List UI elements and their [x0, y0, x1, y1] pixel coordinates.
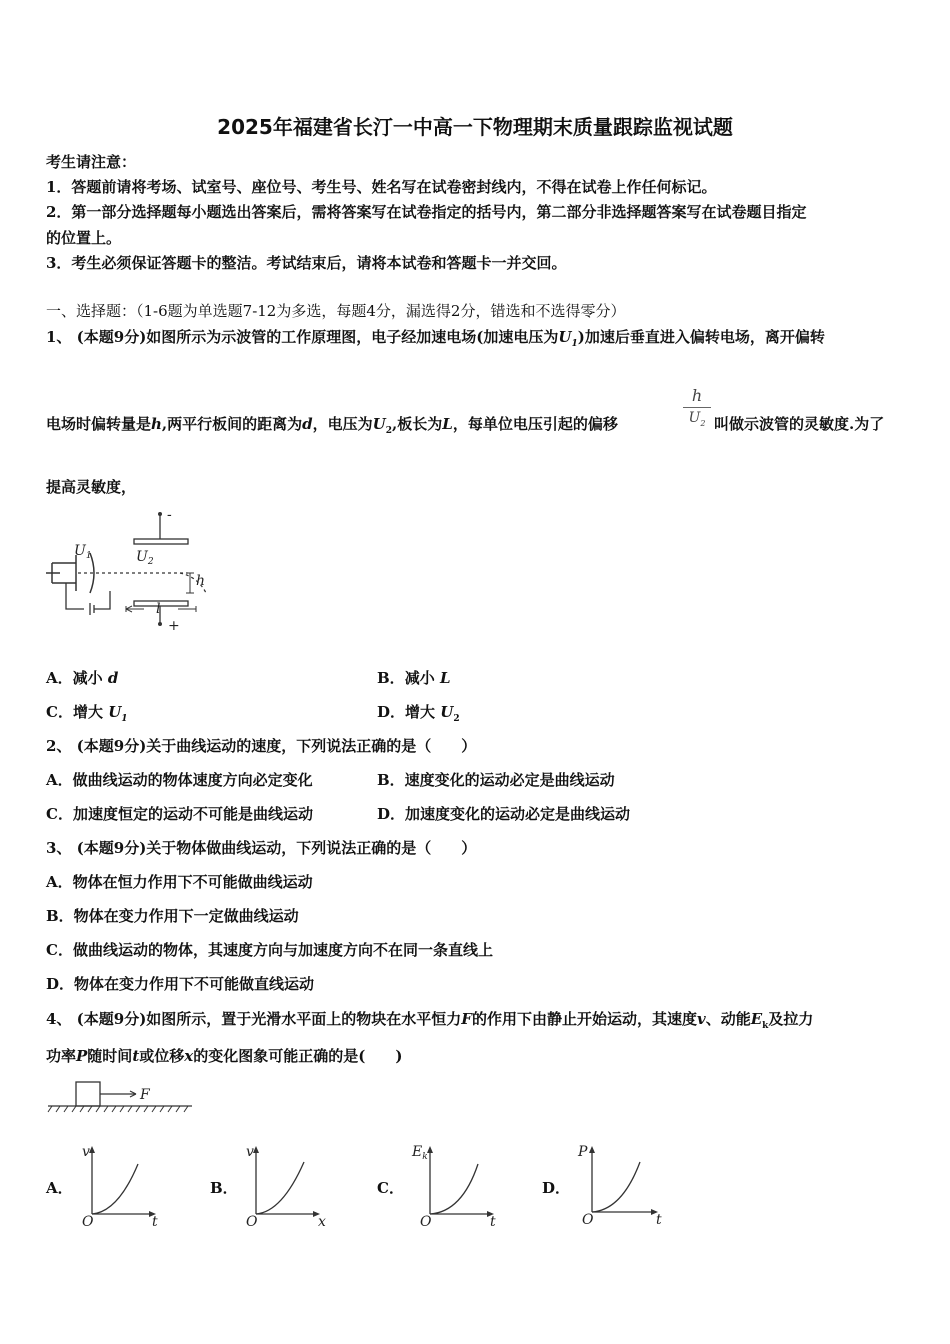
q2-option-b[interactable]: B．速度变化的运动必定是曲线运动 [377, 771, 615, 789]
q4-stem-line2: 功率P随时间t或位移x的变化图象可能正确的是( ) [46, 1047, 403, 1065]
q3-stem: 3、 (本题9分)关于物体做曲线运动，下列说法正确的是（ ） [46, 839, 477, 857]
q3-option-d[interactable]: D．物体在变力作用下不可能做直线运动 [46, 975, 315, 993]
graph-c-x-label: t [490, 1214, 496, 1230]
graph-d-origin: O [582, 1212, 594, 1228]
graph-b-x-label: x [318, 1214, 326, 1230]
graph-a-origin: O [82, 1214, 94, 1230]
q1-option-a[interactable]: A．减小 d [46, 669, 119, 687]
notice-item: 3．考生必须保证答题卡的整洁。考试结束后，请将本试卷和答题卡一并交回。 [46, 254, 567, 272]
label-minus: - [167, 507, 172, 523]
q2-option-a[interactable]: A．做曲线运动的物体速度方向必定变化 [46, 771, 313, 789]
q1-option-d[interactable]: D．增大 $U_2$ [377, 703, 460, 724]
label-h: h [196, 573, 206, 589]
q1-option-b[interactable]: B．减小 L [377, 669, 451, 687]
q4-graph-b[interactable] [242, 1140, 332, 1230]
notice-item: 的位置上。 [46, 229, 122, 247]
section-heading: 一、选择题：（1-6题为单选题7-12为多选，每题4分，漏选得2分，错选和不选得零分） [46, 302, 626, 320]
q4-stem-line1: 4、 (本题9分)如图所示，置于光滑水平面上的物块在水平恒力F的作用下由静止开始运动，其速度v、动能$E_k$及拉力 [46, 1010, 814, 1031]
graph-d-x-label: t [656, 1212, 662, 1228]
oscilloscope-diagram [40, 505, 230, 635]
graph-b-y-label: v [246, 1144, 254, 1160]
label-plus: + [168, 618, 180, 634]
q2-stem: 2、 (本题9分)关于曲线运动的速度，下列说法正确的是（ ） [46, 737, 477, 755]
block-force-diagram [46, 1078, 196, 1118]
graph-d-y-label: P [578, 1144, 588, 1160]
notice-heading: 考生请注意： [46, 153, 137, 171]
q4-graph-c[interactable] [410, 1140, 500, 1230]
q4-graph-a[interactable] [78, 1140, 168, 1230]
page-title: 2025年福建省长汀一中高一下物理期末质量跟踪监视试题 [217, 115, 733, 139]
notice-item: 2．第一部分选择题每小题选出答案后，需将答案写在试卷指定的括号内，第二部分非选择题答案写在试卷题目指定 [46, 203, 807, 221]
label-l: l [156, 601, 161, 617]
force-label: F [140, 1087, 150, 1103]
label-U1: $U_1$ [74, 543, 92, 561]
graph-c-y-label: $E_k$ [412, 1144, 428, 1162]
q1-stem-line2-end: 叫做示波管的灵敏度.为了 [714, 415, 885, 433]
graph-c-origin: O [420, 1214, 432, 1230]
q3-option-a[interactable]: A．物体在恒力作用下不可能做曲线运动 [46, 873, 313, 891]
q4-option-d-label[interactable]: D． [542, 1179, 571, 1197]
label-U2: $U_2$ [136, 549, 154, 567]
q4-option-b-label[interactable]: B． [210, 1179, 238, 1197]
q1-option-c[interactable]: C．增大 $U_1$ [46, 703, 128, 724]
q4-option-c-label[interactable]: C． [377, 1179, 404, 1197]
notice-item: 1．答题前请将考场、试室号、座位号、考生号、姓名写在试卷密封线内，不得在试卷上作任何标记。 [46, 178, 717, 196]
graph-a-x-label: t [152, 1214, 158, 1230]
q1-stem-line1: 1、 (本题9分)如图所示为示波管的工作原理图，电子经加速电场(加速电压为$U_1$)加速后垂直进入偏转电场，离开偏转 [46, 328, 825, 349]
sensitivity-fraction: h $U_2$ [681, 386, 713, 433]
q4-option-a-label[interactable]: A． [46, 1179, 73, 1197]
q1-stem-line3: 提高灵敏度， [46, 478, 137, 496]
q1-stem-line2: 电场时偏转量是h,两平行板间的距离为d，电压为$U_2$,板长为L，每单位电压引起的偏移 [46, 415, 618, 436]
q4-graph-d[interactable] [576, 1140, 666, 1230]
q3-option-b[interactable]: B．物体在变力作用下一定做曲线运动 [46, 907, 299, 925]
q3-option-c[interactable]: C．做曲线运动的物体，其速度方向与加速度方向不在同一条直线上 [46, 941, 493, 959]
graph-b-origin: O [246, 1214, 258, 1230]
q2-option-d[interactable]: D．加速度变化的运动必定是曲线运动 [377, 805, 631, 823]
q2-option-c[interactable]: C．加速度恒定的运动不可能是曲线运动 [46, 805, 313, 823]
graph-a-y-label: v [82, 1144, 90, 1160]
